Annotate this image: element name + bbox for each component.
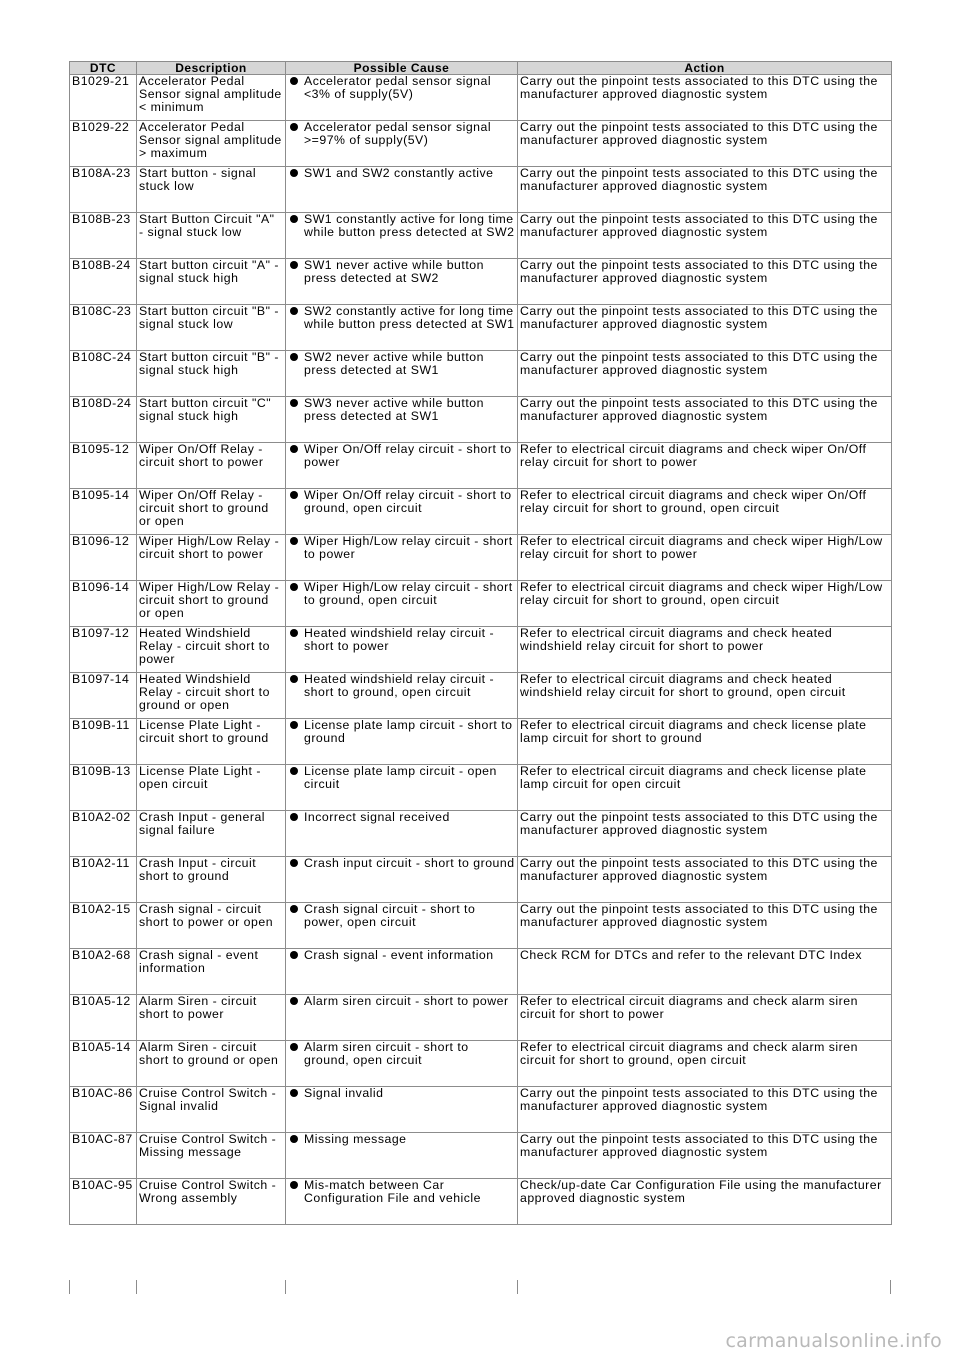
- header-description: Description: [137, 62, 286, 75]
- column-divider: [285, 1280, 286, 1294]
- dtc-description: Heated Windshield Relay - circuit short to ground or open: [137, 673, 286, 719]
- dtc-code: B1097-14: [70, 673, 137, 719]
- bullet-icon: [290, 905, 298, 913]
- dtc-description: Wiper High/Low Relay - circuit short to power: [137, 535, 286, 581]
- dtc-description: Crash Input - general signal failure: [137, 811, 286, 857]
- dtc-description: Start Button Circuit "A" - signal stuck low: [137, 213, 286, 259]
- bullet-icon: [290, 215, 298, 223]
- possible-cause-text: SW2 constantly active for long time while button press detected at SW1: [304, 304, 515, 331]
- dtc-code: B1095-12: [70, 443, 137, 489]
- dtc-code: B10A2-68: [70, 949, 137, 995]
- dtc-description: Start button circuit "A" - signal stuck high: [137, 259, 286, 305]
- dtc-code: B10AC-95: [70, 1179, 137, 1225]
- possible-cause: [286, 1041, 518, 1087]
- watermark: carmanualsonline.info: [725, 1330, 942, 1352]
- possible-cause-text: Missing message: [304, 1132, 407, 1146]
- bullet-icon: [290, 537, 298, 545]
- possible-cause-text: Signal invalid: [304, 1086, 384, 1100]
- possible-cause-text: SW2 never active while button press detected at SW1: [304, 350, 484, 377]
- table-trailing-edge: [69, 1280, 891, 1294]
- table-row: [70, 305, 892, 351]
- table-row: [70, 1133, 892, 1179]
- dtc-action: Refer to electrical circuit diagrams and check alarm siren circuit for short to ground, open circuit: [518, 1041, 892, 1087]
- column-divider: [136, 1280, 137, 1294]
- possible-cause: [286, 811, 518, 857]
- dtc-description: Heated Windshield Relay - circuit short to power: [137, 627, 286, 673]
- bullet-icon: [290, 997, 298, 1005]
- bullet-icon: [290, 77, 298, 85]
- dtc-table: [69, 61, 892, 1225]
- table-row: [70, 673, 892, 719]
- possible-cause: [286, 857, 518, 903]
- possible-cause: [286, 581, 518, 627]
- possible-cause-text: Wiper High/Low relay circuit - short to ground, open circuit: [304, 580, 513, 607]
- possible-cause: [286, 351, 518, 397]
- dtc-code: B1096-14: [70, 581, 137, 627]
- dtc-code: B10A2-11: [70, 857, 137, 903]
- possible-cause: [286, 949, 518, 995]
- bullet-icon: [290, 629, 298, 637]
- dtc-description: License Plate Light - open circuit: [137, 765, 286, 811]
- dtc-description: Alarm Siren - circuit short to ground or open: [137, 1041, 286, 1087]
- possible-cause: [286, 535, 518, 581]
- header-action: Action: [518, 62, 892, 75]
- dtc-action: Carry out the pinpoint tests associated to this DTC using the manufacturer approved diagnostic system: [518, 121, 892, 167]
- table-row: [70, 535, 892, 581]
- dtc-action: Refer to electrical circuit diagrams and check wiper On/Off relay circuit for short to power: [518, 443, 892, 489]
- possible-cause: [286, 213, 518, 259]
- bullet-icon: [290, 169, 298, 177]
- dtc-action: Carry out the pinpoint tests associated to this DTC using the manufacturer approved diagnostic system: [518, 351, 892, 397]
- possible-cause-text: Heated windshield relay circuit - short to power: [304, 626, 495, 653]
- possible-cause-text: Mis-match between Car Configuration File and vehicle: [304, 1178, 482, 1205]
- table-row: [70, 811, 892, 857]
- dtc-description: License Plate Light - circuit short to ground: [137, 719, 286, 765]
- table-row: [70, 719, 892, 765]
- dtc-description: Cruise Control Switch - Wrong assembly: [137, 1179, 286, 1225]
- possible-cause-text: Crash signal - event information: [304, 948, 494, 962]
- table-row: [70, 1179, 892, 1225]
- bullet-icon: [290, 491, 298, 499]
- dtc-code: B1029-22: [70, 121, 137, 167]
- dtc-code: B1096-12: [70, 535, 137, 581]
- possible-cause-text: Incorrect signal received: [304, 810, 450, 824]
- column-divider: [517, 1280, 518, 1294]
- table-row: [70, 765, 892, 811]
- possible-cause: [286, 121, 518, 167]
- dtc-action: Check/up-date Car Configuration File using the manufacturer approved diagnostic system: [518, 1179, 892, 1225]
- bullet-icon: [290, 1043, 298, 1051]
- dtc-code: B108D-24: [70, 397, 137, 443]
- possible-cause: [286, 673, 518, 719]
- dtc-action: Refer to electrical circuit diagrams and check wiper High/Low relay circuit for short to ground, open circuit: [518, 581, 892, 627]
- dtc-action: Carry out the pinpoint tests associated to this DTC using the manufacturer approved diagnostic system: [518, 1133, 892, 1179]
- dtc-table-body: [70, 75, 892, 1225]
- possible-cause: [286, 259, 518, 305]
- dtc-description: Start button circuit "C" signal stuck high: [137, 397, 286, 443]
- possible-cause: [286, 765, 518, 811]
- dtc-code: B10A2-15: [70, 903, 137, 949]
- possible-cause-text: SW1 never active while button press detected at SW2: [304, 258, 484, 285]
- dtc-code: B108B-24: [70, 259, 137, 305]
- table-row: [70, 903, 892, 949]
- table-row: [70, 949, 892, 995]
- possible-cause: [286, 903, 518, 949]
- dtc-description: Start button circuit "B" - signal stuck low: [137, 305, 286, 351]
- possible-cause: [286, 443, 518, 489]
- table-row: [70, 443, 892, 489]
- bullet-icon: [290, 307, 298, 315]
- dtc-code: B1097-12: [70, 627, 137, 673]
- table-row: [70, 627, 892, 673]
- dtc-description: Crash signal - event information: [137, 949, 286, 995]
- possible-cause-text: License plate lamp circuit - short to ground: [304, 718, 513, 745]
- bullet-icon: [290, 399, 298, 407]
- bullet-icon: [290, 859, 298, 867]
- possible-cause-text: Alarm siren circuit - short to power: [304, 994, 509, 1008]
- dtc-description: Accelerator Pedal Sensor signal amplitude < minimum: [137, 75, 286, 121]
- possible-cause: [286, 305, 518, 351]
- dtc-action: Refer to electrical circuit diagrams and check wiper On/Off relay circuit for short to ground, open circuit: [518, 489, 892, 535]
- dtc-action: Carry out the pinpoint tests associated to this DTC using the manufacturer approved diagnostic system: [518, 397, 892, 443]
- possible-cause: [286, 627, 518, 673]
- bullet-icon: [290, 813, 298, 821]
- table-row: [70, 1087, 892, 1133]
- possible-cause: [286, 1133, 518, 1179]
- dtc-action: Carry out the pinpoint tests associated to this DTC using the manufacturer approved diagnostic system: [518, 305, 892, 351]
- bullet-icon: [290, 721, 298, 729]
- possible-cause-text: SW1 and SW2 constantly active: [304, 166, 494, 180]
- dtc-code: B108C-24: [70, 351, 137, 397]
- table-row: [70, 167, 892, 213]
- dtc-description: Wiper On/Off Relay - circuit short to power: [137, 443, 286, 489]
- bullet-icon: [290, 445, 298, 453]
- possible-cause: [286, 489, 518, 535]
- dtc-code: B108B-23: [70, 213, 137, 259]
- dtc-code: B1029-21: [70, 75, 137, 121]
- table-row: [70, 213, 892, 259]
- possible-cause: [286, 995, 518, 1041]
- bullet-icon: [290, 767, 298, 775]
- bullet-icon: [290, 675, 298, 683]
- possible-cause-text: Alarm siren circuit - short to ground, open circuit: [304, 1040, 469, 1067]
- possible-cause-text: SW3 never active while button press detected at SW1: [304, 396, 484, 423]
- bullet-icon: [290, 583, 298, 591]
- header-row: [70, 62, 892, 75]
- possible-cause: [286, 719, 518, 765]
- possible-cause: [286, 397, 518, 443]
- bullet-icon: [290, 1181, 298, 1189]
- dtc-action: Refer to electrical circuit diagrams and check wiper High/Low relay circuit for short to power: [518, 535, 892, 581]
- table-row: [70, 581, 892, 627]
- bullet-icon: [290, 951, 298, 959]
- dtc-code: B10A2-02: [70, 811, 137, 857]
- dtc-code: B109B-11: [70, 719, 137, 765]
- possible-cause: [286, 75, 518, 121]
- dtc-code: B108C-23: [70, 305, 137, 351]
- dtc-action: Check RCM for DTCs and refer to the relevant DTC Index: [518, 949, 892, 995]
- possible-cause-text: Accelerator pedal sensor signal >=97% of supply(5V): [304, 120, 492, 147]
- table-row: [70, 351, 892, 397]
- dtc-description: Accelerator Pedal Sensor signal amplitude > maximum: [137, 121, 286, 167]
- bullet-icon: [290, 123, 298, 131]
- header-dtc: DTC: [70, 62, 137, 75]
- dtc-description: Cruise Control Switch - Signal invalid: [137, 1087, 286, 1133]
- dtc-action: Carry out the pinpoint tests associated to this DTC using the manufacturer approved diagnostic system: [518, 213, 892, 259]
- possible-cause: [286, 1087, 518, 1133]
- dtc-action: Refer to electrical circuit diagrams and check alarm siren circuit for short to power: [518, 995, 892, 1041]
- dtc-action: Carry out the pinpoint tests associated to this DTC using the manufacturer approved diagnostic system: [518, 811, 892, 857]
- dtc-action: Refer to electrical circuit diagrams and check license plate lamp circuit for open circuit: [518, 765, 892, 811]
- dtc-action: Carry out the pinpoint tests associated to this DTC using the manufacturer approved diagnostic system: [518, 857, 892, 903]
- dtc-code: B10AC-87: [70, 1133, 137, 1179]
- dtc-action: Carry out the pinpoint tests associated to this DTC using the manufacturer approved diagnostic system: [518, 75, 892, 121]
- table-row: [70, 489, 892, 535]
- dtc-description: Start button - signal stuck low: [137, 167, 286, 213]
- dtc-code: B1095-14: [70, 489, 137, 535]
- possible-cause-text: Wiper On/Off relay circuit - short to ground, open circuit: [304, 488, 512, 515]
- dtc-action: Refer to electrical circuit diagrams and check heated windshield relay circuit for short to power: [518, 627, 892, 673]
- table-row: [70, 397, 892, 443]
- dtc-description: Alarm Siren - circuit short to power: [137, 995, 286, 1041]
- possible-cause-text: Heated windshield relay circuit - short to ground, open circuit: [304, 672, 495, 699]
- bullet-icon: [290, 353, 298, 361]
- dtc-code: B108A-23: [70, 167, 137, 213]
- bullet-icon: [290, 1135, 298, 1143]
- dtc-action: Carry out the pinpoint tests associated to this DTC using the manufacturer approved diagnostic system: [518, 903, 892, 949]
- table-row: [70, 121, 892, 167]
- possible-cause-text: Wiper High/Low relay circuit - short to power: [304, 534, 513, 561]
- possible-cause-text: SW1 constantly active for long time while button press detected at SW2: [304, 212, 515, 239]
- possible-cause: [286, 167, 518, 213]
- dtc-action: Refer to electrical circuit diagrams and check heated windshield relay circuit for short to ground, open circuit: [518, 673, 892, 719]
- possible-cause: [286, 1179, 518, 1225]
- dtc-code: B109B-13: [70, 765, 137, 811]
- dtc-code: B10A5-12: [70, 995, 137, 1041]
- possible-cause-text: Accelerator pedal sensor signal <3% of supply(5V): [304, 74, 492, 101]
- dtc-description: Start button circuit "B" - signal stuck high: [137, 351, 286, 397]
- dtc-description: Crash signal - circuit short to power or open: [137, 903, 286, 949]
- table-row: [70, 857, 892, 903]
- possible-cause-text: License plate lamp circuit - open circuit: [304, 764, 497, 791]
- dtc-action: Carry out the pinpoint tests associated to this DTC using the manufacturer approved diagnostic system: [518, 1087, 892, 1133]
- table-row: [70, 1041, 892, 1087]
- dtc-description: Wiper On/Off Relay - circuit short to ground or open: [137, 489, 286, 535]
- bullet-icon: [290, 261, 298, 269]
- possible-cause-text: Wiper On/Off relay circuit - short to power: [304, 442, 512, 469]
- possible-cause-text: Crash input circuit - short to ground: [304, 856, 515, 870]
- table-row: [70, 995, 892, 1041]
- dtc-description: Crash Input - circuit short to ground: [137, 857, 286, 903]
- table-row: [70, 259, 892, 305]
- possible-cause-text: Crash signal circuit - short to power, open circuit: [304, 902, 476, 929]
- dtc-action: Carry out the pinpoint tests associated to this DTC using the manufacturer approved diagnostic system: [518, 259, 892, 305]
- dtc-action: Refer to electrical circuit diagrams and check license plate lamp circuit for short to ground: [518, 719, 892, 765]
- dtc-code: B10AC-86: [70, 1087, 137, 1133]
- dtc-code: B10A5-14: [70, 1041, 137, 1087]
- bullet-icon: [290, 1089, 298, 1097]
- header-possible-cause: Possible Cause: [286, 62, 518, 75]
- table-row: [70, 75, 892, 121]
- dtc-action: Carry out the pinpoint tests associated to this DTC using the manufacturer approved diagnostic system: [518, 167, 892, 213]
- dtc-description: Wiper High/Low Relay - circuit short to ground or open: [137, 581, 286, 627]
- dtc-description: Cruise Control Switch - Missing message: [137, 1133, 286, 1179]
